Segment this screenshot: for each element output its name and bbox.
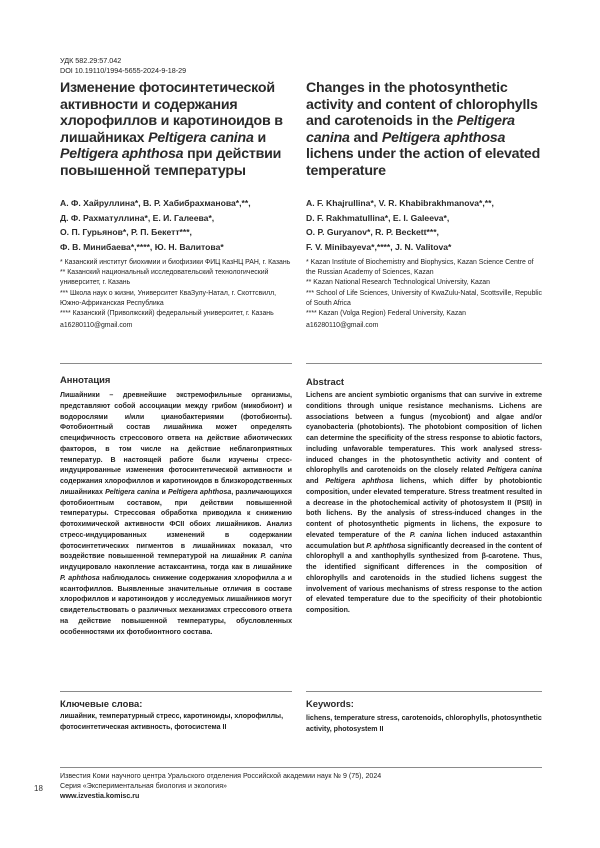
affiliation: ** Казанский национальный исследовательский технологический университет, г. Казань — [60, 268, 292, 288]
abstract-text: и — [159, 489, 168, 496]
title-en-species: Peltigera aphthosa — [382, 130, 505, 146]
abstract-text: lichen induced astaxanthin accumulation but — [306, 532, 542, 550]
abstract-ru-heading: Аннотация — [60, 374, 110, 385]
journal-series: Серия «Экспериментальная биология и экология» — [60, 781, 381, 791]
title-ru — [60, 80, 292, 180]
abstract-text: Лишайники – древнейшие экстремофильные организмы, представляют собой ассоциации между грибом (микобионт) и водорослями и/или цианобактериями (фотобионты). Фотобионтный состав лишайника может определять специфичность стрессового ответа на действие абиотических факторов, в том числе на действие неблагоприятных температур. В настоящей работе были изучены стресс-индуцированные изменения фотосинтетической активности и содержания хлорофиллов и каротиноидов в близкородственных лишайниках — [60, 392, 292, 496]
affiliation: ** Kazan National Research Technological University, Kazan — [306, 278, 542, 288]
affiliations-ru — [60, 258, 292, 331]
udc-code: УДК 582.29:57.042 — [60, 56, 186, 66]
divider — [60, 691, 292, 692]
abstract-text: Lichens are ancient symbiotic organisms that can survive in extreme conditions through unique resistance mechanisms. Lichens are associations between a fungus (mycobiont) and algae and/or cyanobacteria (photobionts). The photobiont composition of lichen can determine the specificity of the stress response to abiotic factors, including unfavorable temperatures. This work analysed stress-induced changes in the photosynthetic activity and content of chlorophylls and carotenoids on the closely related — [306, 392, 542, 474]
title-en-text: and — [350, 130, 382, 146]
page-number: 18 — [34, 784, 43, 793]
abstract-text: lichens, which differ by photobiontic composition, under elevated temperature. Stress treatment resulted in a decrease in the photochemical activity of photosystem II (PSII) in both lichens. By the analysis of stress-induced changes in the content of photosynthetic pigments in lichens, the exposure to elevated temperature of the — [306, 478, 542, 539]
divider — [306, 691, 542, 692]
title-ru-text: Изменение фотосинтетической активности и содержания хлорофиллов и каротиноидов в лишайниках — [60, 80, 283, 146]
species-name: Peltigera aphthosa — [168, 489, 231, 496]
affiliation: * Казанский институт биохимии и биофизики ФИЦ КазНЦ РАН, г. Казань — [60, 258, 292, 268]
title-en-text: Changes in the photosynthetic activity and content of chlorophylls and carotenoids in the — [306, 80, 538, 129]
affiliation: *** School of Life Sciences, University of KwaZulu-Natal, Scottsville, Republic of South Africa — [306, 289, 542, 309]
title-ru-species: Peltigera aphthosa — [60, 146, 183, 162]
keywords-en: lichens, temperature stress, carotenoids, chlorophylls, photosynthetic activity, photosystem II — [306, 714, 542, 735]
affiliation: * Kazan Institute of Biochemistry and Biophysics, Kazan Science Centre of the Russian Academy of Sciences, Kazan — [306, 258, 542, 278]
abstract-text: наблюдалось снижение содержания хлорофилла — [100, 575, 282, 582]
authors-en — [306, 196, 542, 254]
affiliations-en — [306, 258, 542, 331]
abstract-text: и ксантофиллов. Выявленные значительные отличия в составе хлорофиллов и каротиноидов у исследуемых лишайников могут свидетельствовать о различных механизмах стрессового ответа на действие повышенной температуры, обусловленных особенностями их фотобионтного состава. — [60, 575, 292, 636]
authors-ru — [60, 196, 290, 254]
author-line: А. Ф. Хайруллина*, В. Р. Хабибрахманова*,**, — [60, 196, 290, 211]
species-name: P. aphthosa — [60, 575, 100, 582]
article-meta — [60, 56, 186, 76]
title-ru-text: и — [254, 130, 266, 146]
email-ru[interactable]: a16280110@gmail.com — [60, 321, 292, 331]
author-line: F. V. Minibayeva*,****, J. N. Valitova* — [306, 240, 542, 255]
abstract-en-heading: Abstract — [306, 376, 344, 387]
journal-name: Известия Коми научного центра Уральского отделения Российской академии наук № 9 (75), 2024 — [60, 771, 381, 781]
species-name: Peltigera aphthosa — [325, 478, 393, 485]
title-en-species: Peltigera canina — [306, 113, 515, 146]
species-name: P. canina — [410, 532, 442, 539]
title-ru-species: Peltigera canina — [148, 130, 254, 146]
abstract-text: significantly decreased in the content of chlorophyll a and xanthophylls synthesized from β-carotene. Thus, the identified significant differences in the composition of chlorophylls and carotenoids in the studied lichens suggest the involvement of various mechanisms of stress response to the action of elevated temperature due to the specificity of their photobiontic composition. — [306, 543, 542, 615]
author-line: Ф. В. Минибаева*,****, Ю. Н. Валитова* — [60, 240, 290, 255]
title-ru-text: при действии повышенной температуры — [60, 146, 281, 179]
author-line: O. P. Guryanov*, R. P. Beckett***, — [306, 225, 542, 240]
doi: DOI 10.19110/1994-5655-2024-9-18-29 — [60, 66, 186, 76]
author-line: D. F. Rakhmatullina*, E. I. Galeeva*, — [306, 211, 542, 226]
species-name: a — [281, 575, 285, 582]
keywords-en-heading: Keywords: — [306, 698, 354, 709]
species-name: Peltigera canina — [105, 489, 159, 496]
divider — [306, 363, 542, 364]
species-name: P. aphthosa — [366, 543, 405, 550]
affiliation: **** Kazan (Volga Region) Federal University, Kazan — [306, 309, 542, 319]
abstract-ru — [60, 391, 292, 638]
author-line: A. F. Khajrullina*, V. R. Khabibrakhmanova*,**, — [306, 196, 542, 211]
species-name: Peltigera canina — [487, 467, 542, 474]
footer-divider — [60, 767, 542, 768]
abstract-text: and — [306, 478, 325, 485]
abstract-text: индуцировало накопление астаксантина, тогда как в лишайнике — [60, 564, 292, 571]
keywords-ru-heading: Ключевые слова: — [60, 698, 142, 709]
affiliation: *** Школа наук о жизни, Университет КваЗулу-Натал, г. Скоттсвилл, Южно-Африканская Республика — [60, 289, 292, 309]
footer — [60, 771, 381, 802]
abstract-text: , различающихся фотобионтным составом, при действии повышенной температуры. Стрессовая обработка приводила к снижению фотохимической активности ФСII обоих лишайников. Анализ стресс-индуцированных изменений в содержании фотосинтетических пигментов в лишайниках показал, что воздействие повышенной температурой на лишайник — [60, 489, 292, 561]
author-line: О. П. Гурьянов*, Р. П. Бекетт***, — [60, 225, 290, 240]
abstract-en — [306, 391, 542, 617]
divider — [60, 363, 292, 364]
title-en — [306, 80, 546, 180]
keywords-ru: лишайник, температурный стресс, каротиноиды, хлорофиллы, фотосинтетическая активность, фотосистема II — [60, 712, 292, 733]
journal-url[interactable]: www.izvestia.komisc.ru — [60, 791, 381, 801]
email-en[interactable]: a16280110@gmail.com — [306, 321, 542, 331]
species-name: P. canina — [260, 553, 292, 560]
title-en-text: lichens under the action of elevated temperature — [306, 146, 540, 179]
affiliation: **** Казанский (Приволжский) федеральный университет, г. Казань — [60, 309, 292, 319]
author-line: Д. Ф. Рахматуллина*, Е. И. Галеева*, — [60, 211, 290, 226]
